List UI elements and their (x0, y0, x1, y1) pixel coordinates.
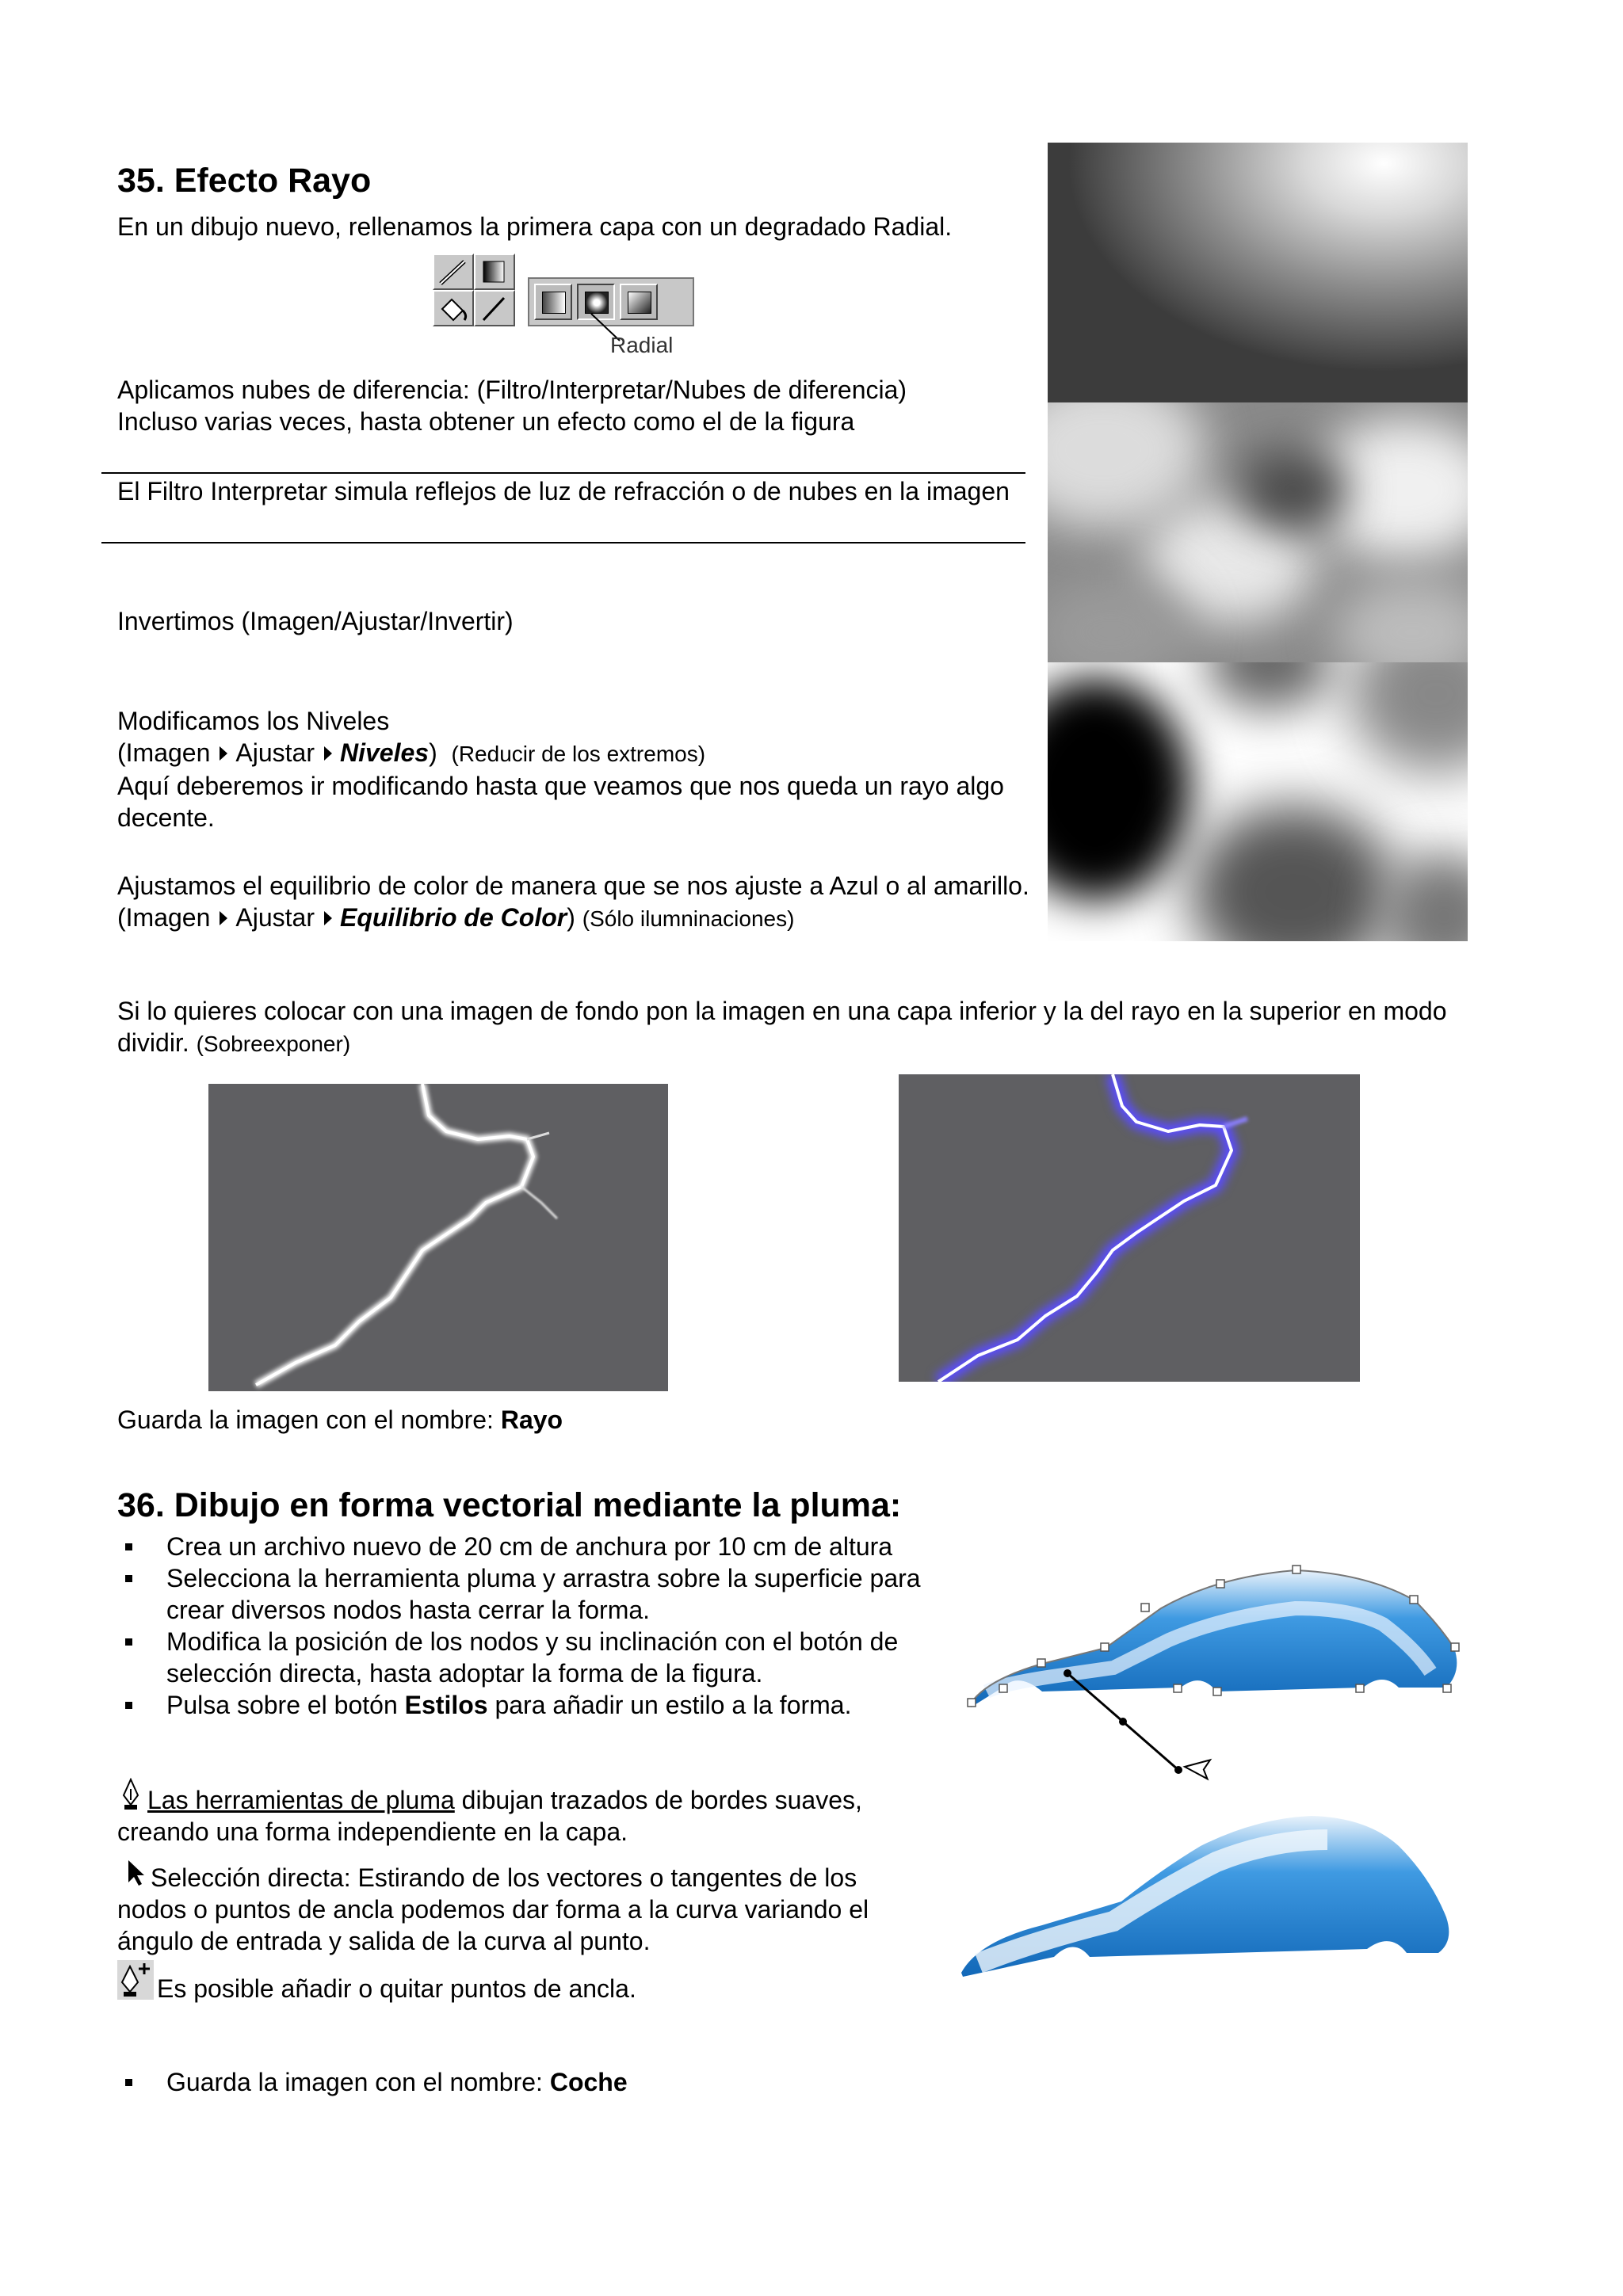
save-coche-list (117, 2066, 926, 2098)
arrow-right-icon (220, 746, 227, 761)
list-item: Pulsa sobre el botón Estilos para añadir un estilo a la forma. (117, 1689, 926, 1721)
clouds-line-1: Aplicamos nubes de diferencia: (Filtro/Interpretar/Nubes de diferencia) (117, 376, 907, 404)
clouds-line-2: Incluso varias veces, hasta obtener un efecto como el de la figura (117, 407, 855, 436)
list-item: Guarda la imagen con el nombre: Coche (117, 2066, 926, 2098)
add-anchor-icon (117, 1960, 154, 2000)
save-rayo: Guarda la imagen con el nombre: Rayo (117, 1405, 563, 1434)
section-35-title: 35. Efecto Rayo (117, 162, 372, 200)
invert-text: Invertimos (Imagen/Ajustar/Invertir) (117, 607, 514, 635)
intro-text: En un dibujo nuevo, rellenamos la primera capa con un degradado Radial. (117, 212, 953, 241)
levels-line-1: Modificamos los Niveles (117, 707, 390, 735)
clouds-image (1048, 402, 1468, 662)
levels-path: (Imagen Ajustar Niveles) (Reducir de los extremos) (117, 738, 706, 767)
pen-tools-paragraph: Las herramientas de pluma dibujan trazados de bordes suaves, creando una forma independiente en la capa. (117, 1784, 878, 1848)
radial-caption: Radial (610, 333, 674, 357)
list-item: Modifica la posición de los nodos y su inclinación con el botón de selección directa, hasta adoptar la forma de la figura. (117, 1626, 926, 1689)
pen-tools-link[interactable]: Las herramientas de pluma (147, 1786, 455, 1814)
gradient-toolbar-image (433, 254, 694, 360)
pen-icon (117, 1778, 144, 1811)
cursor-arrow-icon (1185, 1752, 1218, 1785)
balance-block (117, 870, 1037, 935)
direct-selection-paragraph: Selección directa: Estirando de los vectores o tangentes de los nodos o puntos de ancla podemos dar forma a la curva variando el ángulo de entrada y salida de la curva al punto. (117, 1862, 878, 1957)
levels-block (117, 705, 1037, 833)
lightning-blue-image (899, 1074, 1360, 1382)
lightning-white-image (208, 1084, 668, 1391)
balance-line-1: Ajustamos el equilibrio de color de manera que se nos ajuste a Azul o al amarillo. (117, 871, 1029, 900)
arrow-right-icon (324, 911, 332, 925)
direct-selection-icon (124, 1859, 147, 1889)
steps-list (117, 1531, 926, 1721)
note-text: El Filtro Interpretar simula reflejos de luz de refracción o de nubes en la imagen (117, 477, 1010, 505)
balance-path: (Imagen Ajustar Equilibrio de Color) (Sólo ilumninaciones) (117, 903, 795, 932)
radial-gradient-image (1048, 143, 1468, 402)
section-36-title: 36. Dibujo en forma vectorial mediante la pluma: (117, 1486, 902, 1524)
list-item: Crea un archivo nuevo de 20 cm de anchura por 10 cm de altura (117, 1531, 926, 1562)
arrow-right-icon (324, 746, 332, 761)
levels-line-3: Aquí deberemos ir modificando hasta que veamos que nos queda un rayo algo decente. (117, 772, 1004, 832)
list-item: Selecciona la herramienta pluma y arrastra sobre la superficie para crear diversos nodos hasta cerrar la forma. (117, 1562, 926, 1626)
note-box (101, 472, 1025, 543)
anchor-paragraph: Es posible añadir o quitar puntos de ancla. (117, 1973, 878, 2004)
arrow-right-icon (220, 911, 227, 925)
car-drawing-illustration (955, 1529, 1494, 2020)
inverted-clouds-image (1048, 662, 1468, 941)
background-text: Si lo quieres colocar con una imagen de fondo pon la imagen en una capa inferior y la del rayo en la superior en modo dividir. (Sobreexponer) (117, 997, 1447, 1057)
